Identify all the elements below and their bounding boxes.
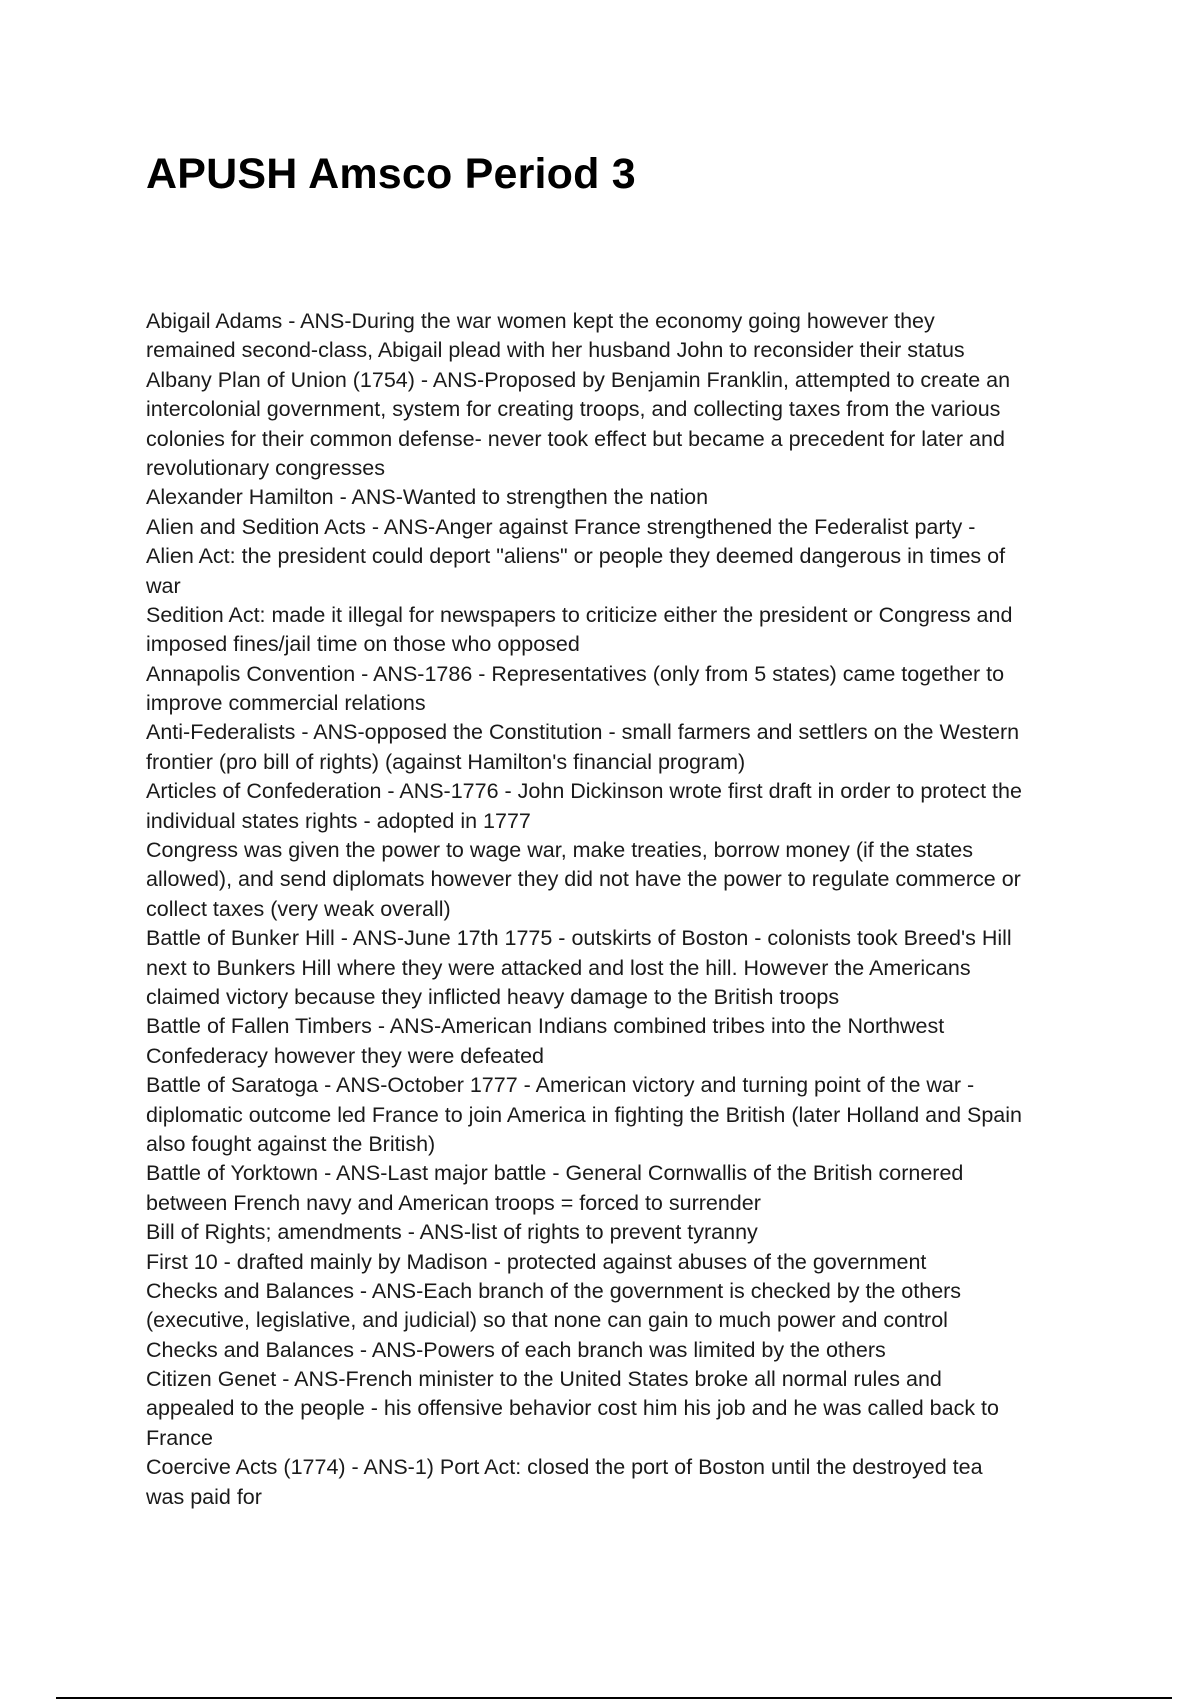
text-line: between French navy and American troops = forced to surrender — [146, 1190, 761, 1215]
footer-divider — [56, 1697, 1172, 1699]
text-line: Alien and Sedition Acts - ANS-Anger against France strengthened the Federalist party - — [146, 514, 976, 539]
text-line: collect taxes (very weak overall) — [146, 896, 451, 921]
text-line: Alexander Hamilton - ANS-Wanted to strengthen the nation — [146, 485, 709, 510]
text-line: war — [146, 573, 181, 598]
text-line: Sedition Act: made it illegal for newspapers to criticize either the president or Congress and — [146, 602, 1013, 627]
text-line: Battle of Yorktown - ANS-Last major battle - General Cornwallis of the British cornered — [146, 1161, 964, 1186]
text-line: diplomatic outcome led France to join America in fighting the British (later Holland and Spain — [146, 1102, 1022, 1127]
text-line: Anti-Federalists - ANS-opposed the Constitution - small farmers and settlers on the Western — [146, 720, 1020, 745]
text-line: Battle of Fallen Timbers - ANS-American Indians combined tribes into the Northwest — [146, 1014, 945, 1039]
text-line: Congress was given the power to wage war, make treaties, borrow money (if the states — [146, 838, 973, 863]
text-line: (executive, legislative, and judicial) so that none can gain to much power and control — [146, 1308, 948, 1333]
text-line: appealed to the people - his offensive behavior cost him his job and he was called back to — [146, 1396, 999, 1421]
text-line: Checks and Balances - ANS-Powers of each branch was limited by the others — [146, 1337, 886, 1362]
text-line: allowed), and send diplomats however they did not have the power to regulate commerce or — [146, 867, 1021, 892]
text-line: Checks and Balances - ANS-Each branch of the government is checked by the others — [146, 1278, 962, 1303]
text-line: Battle of Bunker Hill - ANS-June 17th 1775 - outskirts of Boston - colonists took Breed's Hill — [146, 926, 1012, 951]
text-line: Albany Plan of Union (1754) - ANS-Proposed by Benjamin Franklin, attempted to create an — [146, 367, 1011, 392]
text-line: claimed victory because they inflicted heavy damage to the British troops — [146, 984, 840, 1009]
text-line: also fought against the British) — [146, 1131, 436, 1156]
text-line: Citizen Genet - ANS-French minister to the United States broke all normal rules and — [146, 1367, 942, 1392]
text-line: revolutionary congresses — [146, 455, 386, 480]
document-body — [146, 307, 1076, 1512]
text-line: was paid for — [146, 1484, 262, 1509]
text-line: Alien Act: the president could deport "aliens" or people they deemed dangerous in times of — [146, 544, 1006, 569]
text-line: France — [146, 1425, 213, 1450]
text-line: Coercive Acts (1774) - ANS-1) Port Act: closed the port of Boston until the destroyed tea — [146, 1455, 983, 1480]
text-line: Battle of Saratoga - ANS-October 1777 - American victory and turning point of the war - — [146, 1073, 975, 1098]
document-title: APUSH Amsco Period 3 — [146, 150, 636, 198]
text-line: imposed fines/jail time on those who opposed — [146, 632, 580, 657]
text-line: frontier (pro bill of rights) (against Hamilton's financial program) — [146, 749, 746, 774]
text-line: Abigail Adams - ANS-During the war women kept the economy going however they — [146, 309, 935, 333]
text-line: next to Bunkers Hill where they were attacked and lost the hill. However the Americans — [146, 955, 971, 980]
text-line: Articles of Confederation - ANS-1776 - John Dickinson wrote first draft in order to protect the — [146, 779, 1022, 804]
text-line: individual states rights - adopted in 1777 — [146, 808, 531, 833]
text-line: Confederacy however they were defeated — [146, 1043, 544, 1068]
text-line: Bill of Rights; amendments - ANS-list of rights to prevent tyranny — [146, 1220, 758, 1245]
text-line: Annapolis Convention - ANS-1786 - Representatives (only from 5 states) came together to — [146, 661, 1005, 686]
text-line: intercolonial government, system for creating troops, and collecting taxes from the various — [146, 397, 1001, 422]
text-line: remained second-class, Abigail plead with her husband John to reconsider their status — [146, 338, 965, 363]
text-line: First 10 - drafted mainly by Madison - protected against abuses of the government — [146, 1249, 927, 1274]
text-line: improve commercial relations — [146, 691, 426, 716]
text-line: colonies for their common defense- never took effect but became a precedent for later and — [146, 426, 1005, 451]
